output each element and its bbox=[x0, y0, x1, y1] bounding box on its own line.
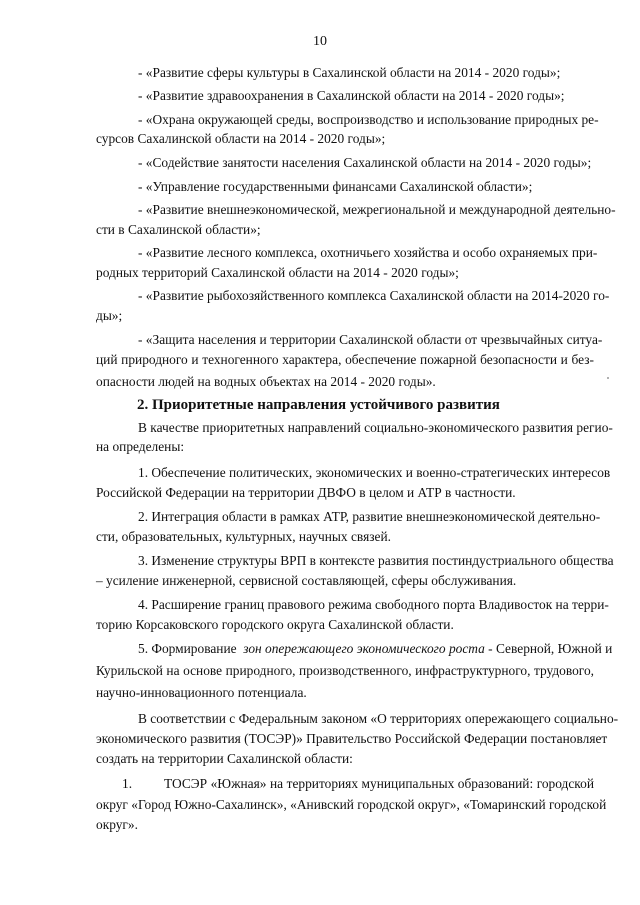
numbered-item-continuation: Курильской на основе природного, производственного, инфраструктурного, трудового, bbox=[96, 663, 594, 678]
list-item: - «Содействие занятости населения Сахалинской области на 2014 - 2020 годы»; bbox=[138, 155, 592, 170]
numbered-item bbox=[138, 641, 612, 657]
numbered-item-continuation: – усиление инженерной, сервисной составляющей, сферы обслуживания. bbox=[96, 573, 517, 588]
numbered-item: 2. Интеграция области в рамках АТР, развитие внешнеэкономической деятельно- bbox=[138, 509, 601, 524]
paragraph-line: создать на территории Сахалинской области: bbox=[96, 751, 353, 766]
numbered-item-number: 1. bbox=[122, 776, 133, 791]
list-item: - «Развитие внешнеэкономической, межрегиональной и международной деятельно- bbox=[138, 202, 616, 217]
page-number: 10 bbox=[313, 34, 327, 49]
numbered-item-continuation: научно-инновационного потенциала. bbox=[96, 685, 307, 700]
list-item-continuation: родных территорий Сахалинской области на 2014 - 2020 годы»; bbox=[96, 265, 459, 280]
list-item: - «Защита населения и территории Сахалинской области от чрезвычайных ситуа- bbox=[138, 332, 603, 347]
list-item: - «Охрана окружающей среды, воспроизводство и использование природных ре- bbox=[138, 112, 599, 127]
numbered-item-continuation: сти, образовательных, культурных, научных связей. bbox=[96, 529, 391, 544]
numbered-item-tail: - Северной, Южной и bbox=[484, 641, 613, 656]
list-item-continuation: сти в Сахалинской области»; bbox=[96, 222, 261, 237]
emphasis-term: зон опережающего экономического роста bbox=[243, 641, 485, 656]
numbered-item-continuation: Российской Федерации на территории ДВФО в целом и АТР в частности. bbox=[96, 485, 516, 500]
paragraph-line: на определены: bbox=[96, 439, 185, 454]
list-item-continuation: сурсов Сахалинской области на 2014 - 2020 годы»; bbox=[96, 131, 386, 146]
numbered-item-continuation: округ «Город Южно-Сахалинск», «Анивский городской округ», «Томаринский городской bbox=[96, 797, 607, 812]
scan-speck bbox=[607, 377, 609, 379]
numbered-item: 3. Изменение структуры ВРП в контексте развития постиндустриального общества bbox=[138, 553, 614, 568]
section-heading: 2. Приоритетные направления устойчивого развития bbox=[137, 397, 500, 413]
list-item-continuation: ций природного и техногенного характера, обеспечение пожарной безопасности и без- bbox=[96, 352, 594, 367]
paragraph-line: В качестве приоритетных направлений социально-экономического развития регио- bbox=[138, 420, 613, 435]
list-item: - «Развитие рыбохозяйственного комплекса Сахалинской области на 2014-2020 го- bbox=[138, 288, 610, 303]
paragraph-line: экономического развития (ТОСЭР)» Правительство Российской Федерации постановляет bbox=[96, 731, 608, 746]
numbered-item: 1. Обеспечение политических, экономических и военно-стратегических интересов bbox=[138, 465, 611, 480]
numbered-item-continuation: торию Корсаковского городского округа Сахалинской области. bbox=[96, 617, 454, 632]
numbered-item: 4. Расширение границ правового режима свободного порта Владивосток на терри- bbox=[138, 597, 609, 612]
list-item-continuation: ды»; bbox=[96, 308, 123, 323]
numbered-item-lead: 5. Формирование bbox=[138, 641, 237, 656]
list-item: - «Развитие сферы культуры в Сахалинской области на 2014 - 2020 годы»; bbox=[138, 65, 561, 80]
list-item: - «Развитие лесного комплекса, охотничьего хозяйства и особо охраняемых при- bbox=[138, 245, 598, 260]
numbered-item: ТОСЭР «Южная» на территориях муниципальных образований: городской bbox=[164, 776, 594, 791]
list-item: - «Управление государственными финансами Сахалинской области»; bbox=[138, 179, 533, 194]
paragraph-line: В соответствии с Федеральным законом «О территориях опережающего социально- bbox=[138, 711, 619, 726]
list-item-continuation: опасности людей на водных объектах на 2014 - 2020 годы». bbox=[96, 374, 436, 389]
numbered-item-continuation: округ». bbox=[96, 817, 138, 832]
list-item: - «Развитие здравоохранения в Сахалинской области на 2014 - 2020 годы»; bbox=[138, 88, 565, 103]
